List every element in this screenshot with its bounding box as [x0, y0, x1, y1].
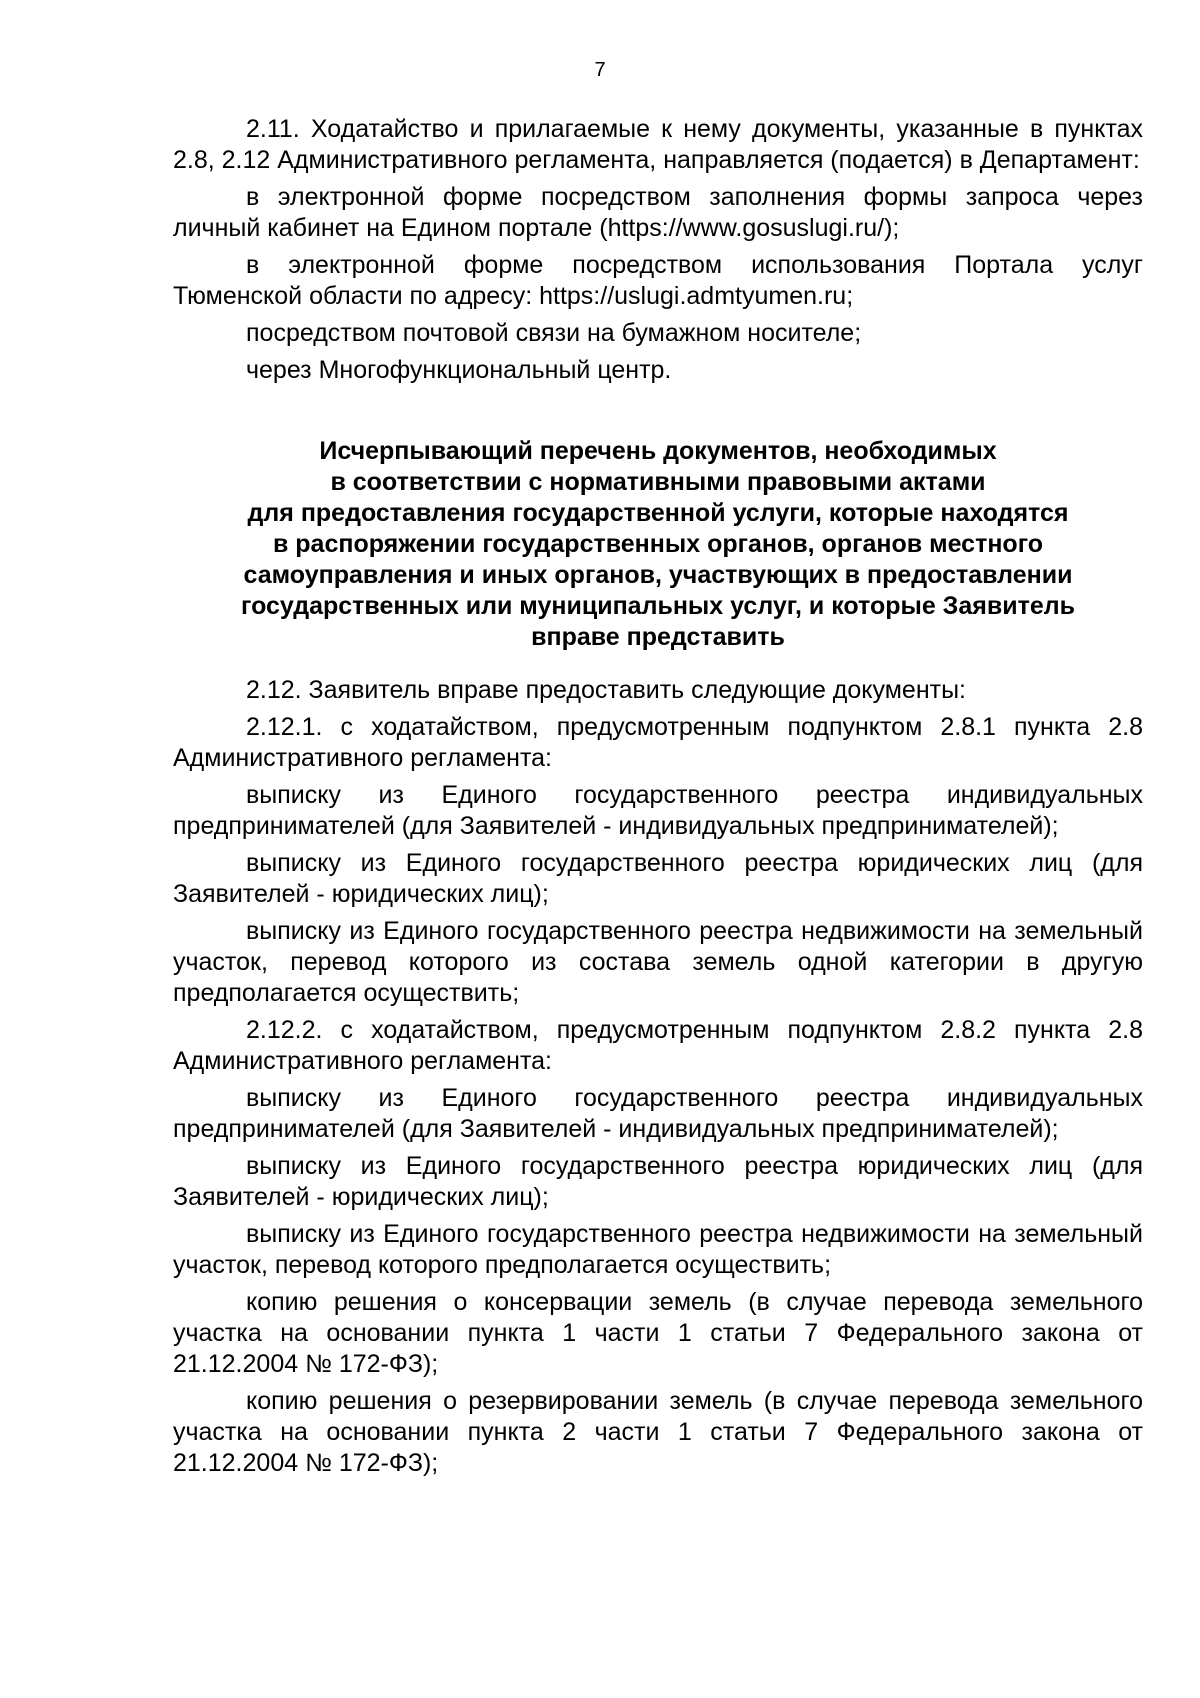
list-item-egrul: выписку из Единого государственного реестра юридических лиц (для Заявителей - юридических лиц);: [173, 1152, 1143, 1211]
list-item-egrul: выписку из Единого государственного реестра юридических лиц (для Заявителей - юридических лиц);: [173, 849, 1143, 908]
list-item-epgu: в электронной форме посредством заполнения формы запроса через личный кабинет на Едином портале (https://www.gosuslugi.ru/);: [173, 183, 1143, 242]
list-item-mfc: через Многофункциональный центр.: [246, 356, 672, 384]
document-body: [173, 114, 1143, 1485]
list-item-reservation-decision: копию решения о резервировании земель (в случае перевода земельного участка на основании пункта 2 части 1 статьи 7 Федерального закона от 21.12.2004 № 172-ФЗ);: [173, 1387, 1143, 1477]
heading-line: государственных или муниципальных услуг, и которые Заявитель: [241, 592, 1075, 620]
list-item-postal: посредством почтовой связи на бумажном носителе;: [246, 319, 862, 347]
list-item-egrip: выписку из Единого государственного реестра индивидуальных предпринимателей (для Заявителей - индивидуальных предпринимателей);: [173, 1084, 1143, 1143]
paragraph-2-11: 2.11. Ходатайство и прилагаемые к нему документы, указанные в пунктах 2.8, 2.12 Административного регламента, направляется (подается) в Департамент:: [173, 115, 1143, 174]
list-item-egrn: выписку из Единого государственного реестра недвижимости на земельный участок, перевод которого предполагается осуществить;: [173, 1220, 1143, 1279]
section-heading: [173, 436, 1143, 653]
paragraph-2-12-2: 2.12.2. с ходатайством, предусмотренным подпунктом 2.8.2 пункта 2.8 Административного регламента:: [173, 1016, 1143, 1075]
heading-line: в распоряжении государственных органов, органов местного: [272, 530, 1044, 558]
list-item-conservation-decision: копию решения о консервации земель (в случае перевода земельного участка на основании пункта 1 части 1 статьи 7 Федерального закона от 21.12.2004 № 172-ФЗ);: [173, 1288, 1143, 1378]
list-item-egrip: выписку из Единого государственного реестра индивидуальных предпринимателей (для Заявителей - индивидуальных предпринимателей);: [173, 781, 1143, 840]
list-item-regional-portal: в электронной форме посредством использования Портала услуг Тюменской области по адресу: https://uslugi.admtyumen.ru;: [173, 251, 1143, 310]
page-number: 7: [594, 59, 606, 81]
paragraph-2-12-1: 2.12.1. с ходатайством, предусмотренным подпунктом 2.8.1 пункта 2.8 Административного регламента:: [173, 713, 1143, 772]
heading-line: для предоставления государственной услуги, которые находятся: [247, 499, 1069, 527]
heading-line: Исчерпывающий перечень документов, необходимых: [319, 437, 997, 465]
heading-line: самоуправления и иных органов, участвующих в предоставлении: [243, 561, 1073, 589]
heading-line: в соответствии с нормативными правовыми актами: [330, 468, 986, 496]
heading-line: вправе представить: [531, 623, 785, 651]
list-item-egrn: выписку из Единого государственного реестра недвижимости на земельный участок, перевод которого из состава земель одной категории в другую предполагается осуществить;: [173, 917, 1143, 1007]
paragraph-2-12: 2.12. Заявитель вправе предоставить следующие документы:: [246, 676, 966, 704]
